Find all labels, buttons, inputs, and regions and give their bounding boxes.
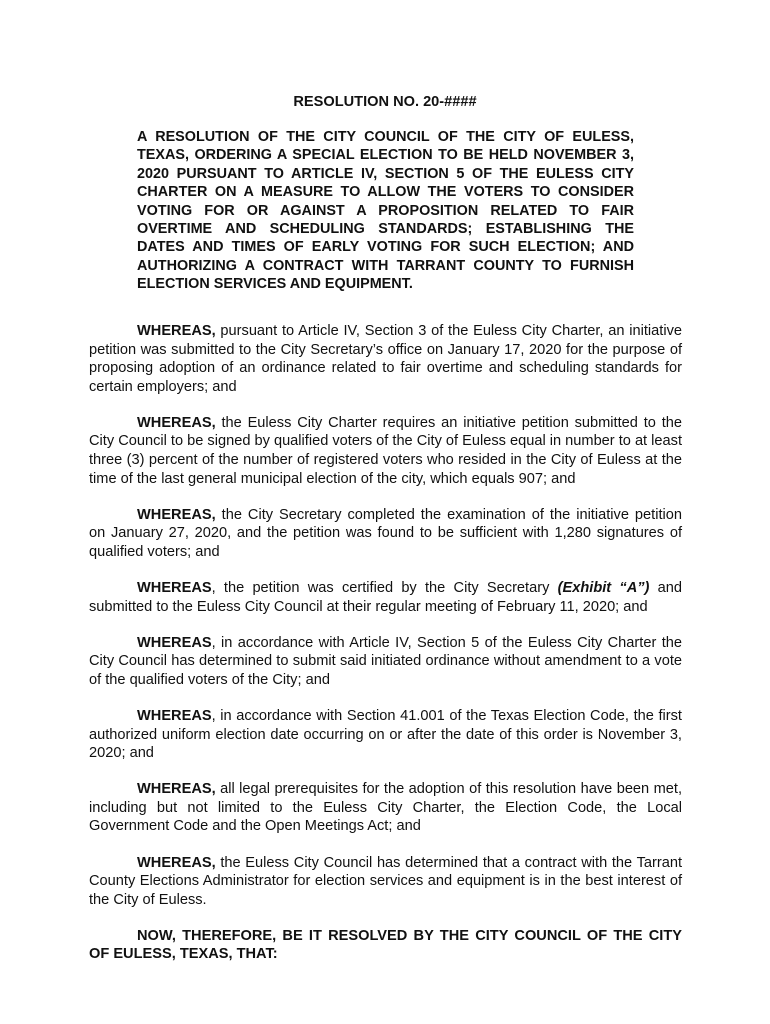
paragraph-text: the Euless City Charter requires an initiative petition submitted to the City Council to be signed by qualified voters of the City of Euless equal in number to at least three (3) percent of the number of registered voters who resided in the City of Euless at the time of the last general municipal election of the city, which equals 907; and: [89, 414, 682, 487]
paragraph-text: , in accordance with Article IV, Section 5 of the Euless City Charter the City Council has determined to submit said initiated ordinance without amendment to a vote of the qualified voters of the City; and: [89, 634, 682, 688]
paragraph-text: all legal prerequisites for the adoption of this resolution have been met, including but not limited to the Euless City Charter, the Election Code, the Local Government Code and the Open Meetings Act; and: [89, 781, 682, 835]
whereas-label: WHEREAS: [137, 634, 212, 651]
paragraph-text: pursuant to Article IV, Section 3 of the Euless City Charter, an initiative petition was submitted to the City Secretary’s office on January 17, 2020 for the purpose of proposing adoption of an ordinance related to fair overtime and scheduling standards for certain employers; and: [89, 323, 682, 395]
whereas-label: WHEREAS,: [137, 506, 216, 523]
paragraph-text: the Euless City Council has determined that a contract with the Tarrant County Elections Administrator for election services and equipment is in the best interest of the City of Euless.: [89, 854, 682, 908]
paragraph-text: , in accordance with Section 41.001 of the Texas Election Code, the first authorized uniform election date occurring on or after the date of this order is November 3, 2020; and: [89, 708, 682, 762]
exhibit-reference: (Exhibit “A”): [557, 580, 650, 597]
whereas-label: WHEREAS: [137, 580, 212, 597]
resolution-number: RESOLUTION NO. 20-####: [293, 94, 477, 110]
whereas-paragraph-1: [89, 322, 682, 396]
whereas-paragraph-7: [89, 780, 682, 836]
whereas-paragraph-6: [89, 707, 682, 763]
whereas-label: WHEREAS,: [137, 781, 216, 798]
whereas-label: WHEREAS,: [137, 854, 216, 871]
document-body: [89, 322, 682, 964]
whereas-label: WHEREAS: [137, 708, 212, 724]
resolution-title: A RESOLUTION OF THE CITY COUNCIL OF THE CITY OF EULESS, TEXAS, ORDERING A SPECIAL ELECTION TO BE HELD NOVEMBER 3, 2020 PURSUANT TO ARTICLE IV, SECTION 5 OF THE EULESS CITY CHARTER ON A MEASURE TO ALLOW THE VOTERS TO CONSIDER VOTING FOR OR AGAINST A PROPOSITION RELATED TO FAIR OVERTIME AND SCHEDULING STANDARDS; ESTABLISHING THE DATES AND TIMES OF EARLY VOTING FOR SUCH ELECTION; AND AUTHORIZING A CONTRACT WITH TARRANT COUNTY TO FURNISH ELECTION SERVICES AND EQUIPMENT.: [137, 129, 634, 293]
whereas-paragraph-3: [89, 506, 682, 562]
resolved-clause: NOW, THEREFORE, BE IT RESOLVED BY THE CITY COUNCIL OF THE CITY OF EULESS, TEXAS, THAT:: [89, 927, 682, 963]
whereas-paragraph-8: [89, 854, 682, 910]
whereas-paragraph-2: [89, 414, 682, 488]
whereas-paragraph-4: [89, 579, 682, 616]
paragraph-text: , the petition was certified by the City Secretary: [211, 580, 558, 597]
whereas-paragraph-5: [89, 634, 682, 690]
paragraph-text: the City Secretary completed the examination of the initiative petition on January 27, 2020, and the petition was found to be sufficient with 1,280 signatures of qualified voters; and: [89, 506, 682, 560]
paragraph-text: and submitted to the Euless City Council at their regular meeting of February 11, 2020; and: [89, 580, 683, 615]
whereas-label: WHEREAS,: [137, 323, 216, 339]
whereas-label: WHEREAS,: [137, 414, 216, 431]
